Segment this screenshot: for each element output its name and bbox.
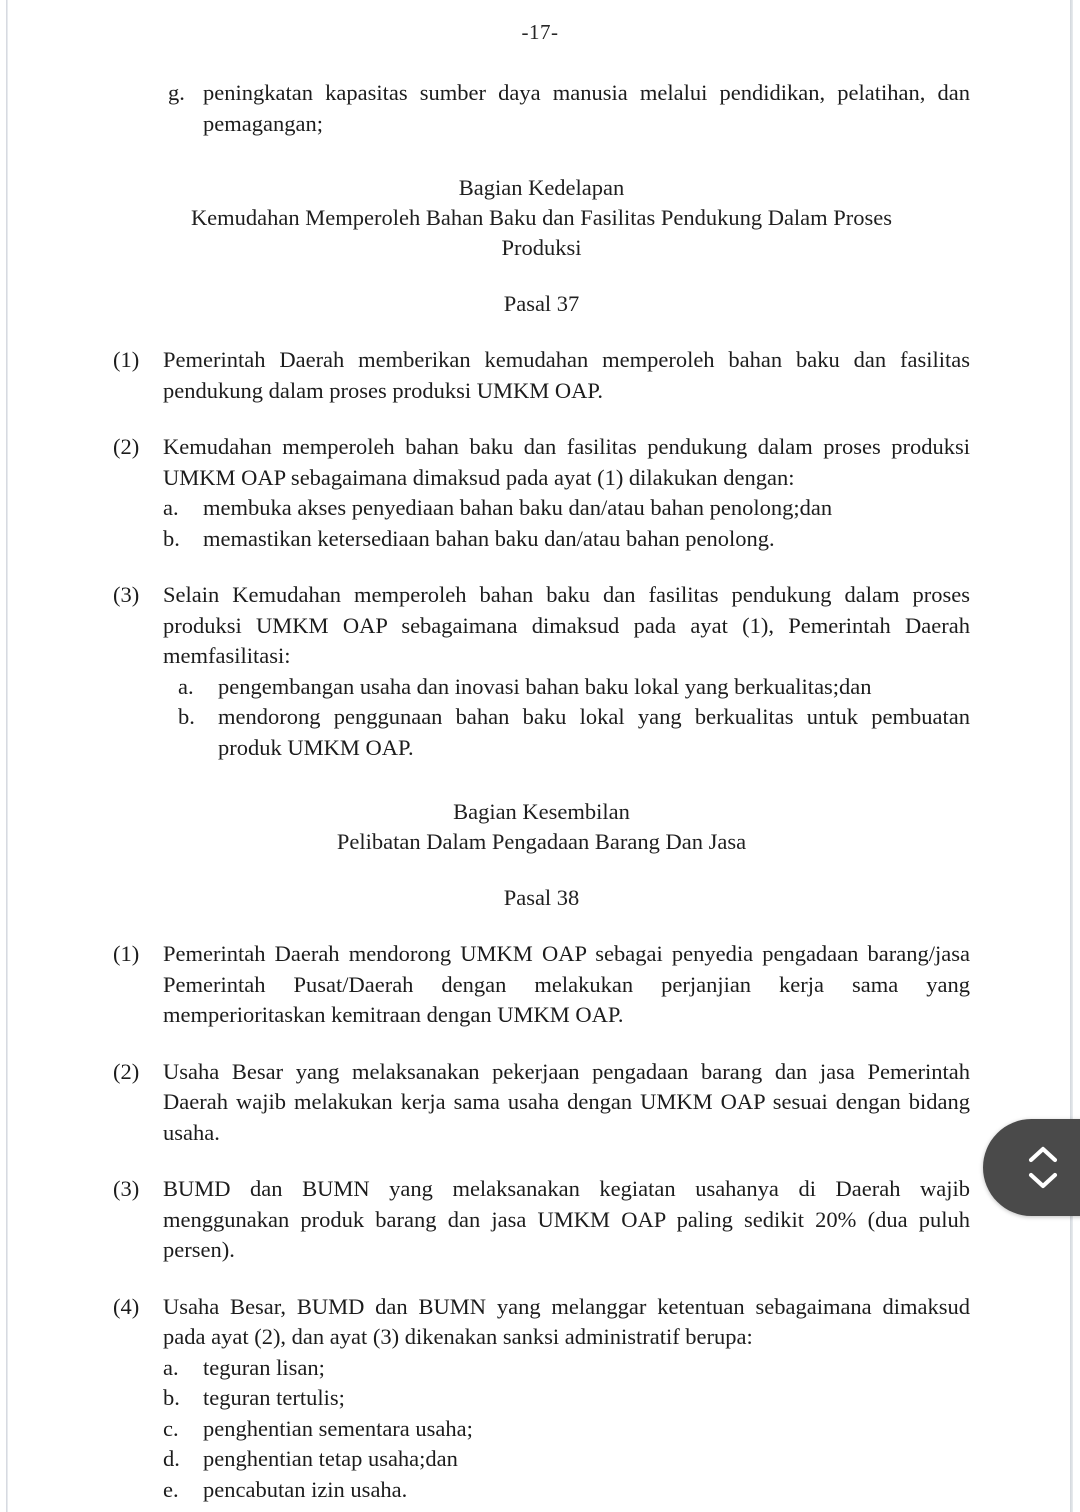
clause-body [163, 1057, 970, 1149]
clause-pasal38-3 [113, 1174, 970, 1266]
list-item-text: pengembangan usaha dan inovasi bahan baku lokal yang berkualitas;dan [218, 673, 872, 699]
clause-pasal37-1 [113, 345, 970, 406]
clause-text: Pemerintah Daerah memberikan kemudahan memperoleh bahan baku dan fasilitas pendukung dalam proses produksi UMKM OAP. [163, 347, 970, 403]
clause-marker: (3) [113, 1176, 140, 1201]
pasal-38-heading: Pasal 38 [503, 885, 580, 910]
clause-body [163, 432, 970, 554]
section-heading-bagian-kesembilan [113, 797, 970, 857]
clause-text: Kemudahan memperoleh bahan baku dan fasilitas pendukung dalam proses produksi UMKM OAP sebagaimana dimaksud pada ayat (1) dilakukan dengan: [163, 434, 970, 490]
list-item [178, 702, 970, 763]
clause-body [163, 580, 970, 763]
list-item-g-text: peningkatan kapasitas sumber daya manusia melalui pendidikan, pelatihan, dan pemagangan; [203, 80, 970, 136]
sub-list [178, 672, 970, 764]
list-item [163, 1383, 970, 1414]
clause-pasal38-4 [113, 1292, 970, 1506]
clause-body [163, 345, 970, 406]
clause-marker: (2) [113, 434, 140, 459]
clause-marker: (4) [113, 1293, 140, 1319]
list-item-g-marker: g. [168, 80, 185, 105]
list-item-text: teguran tertulis; [203, 1385, 345, 1410]
bagian-kesembilan-line-1: Bagian Kesembilan [453, 799, 630, 824]
bagian-kesembilan-line-2: Pelibatan Dalam Pengadaan Barang Dan Jasa [336, 829, 747, 854]
clause-marker: (3) [113, 582, 140, 607]
section-heading-bagian-kedelapan [113, 173, 970, 263]
clause-pasal38-1 [113, 939, 970, 1031]
list-item [163, 1414, 970, 1445]
clause-pasal38-2 [113, 1057, 970, 1149]
list-item-text: penghentian tetap usaha;dan [203, 1446, 458, 1471]
list-item-text: penghentian sementara usaha; [203, 1415, 473, 1441]
list-item [163, 1353, 970, 1384]
clause-marker: (1) [113, 941, 140, 966]
list-item-g [168, 78, 970, 139]
list-item [178, 672, 970, 703]
clause-text: Usaha Besar yang melaksanakan pekerjaan pengadaan barang dan jasa Pemerintah Daerah wajib melakukan kerja sama usaha dengan UMKM OAP sesuai dengan bidang usaha. [163, 1058, 970, 1145]
list-item-marker: e. [163, 1476, 179, 1502]
scroll-navigation-widget[interactable] [983, 1119, 1080, 1216]
pasal-37-heading: Pasal 37 [503, 291, 580, 316]
list-item-marker: c. [163, 1415, 179, 1441]
sub-list [163, 493, 970, 554]
list-item-text: memastikan ketersediaan bahan baku dan/atau bahan penolong. [203, 525, 775, 551]
list-item [163, 524, 970, 555]
clause-text: Selain Kemudahan memperoleh bahan baku dan fasilitas pendukung dalam proses produksi UMKM OAP sebagaimana dimaksud pada ayat (1), Pemerintah Daerah memfasilitasi: [163, 582, 970, 668]
list-item-marker: a. [163, 1354, 179, 1380]
clause-body [163, 1174, 970, 1266]
clause-pasal37-3 [113, 580, 970, 763]
clause-text: Pemerintah Daerah mendorong UMKM OAP sebagai penyedia pengadaan barang/jasa Pemerintah Pusat/Daerah dengan melakukan perjanjian kerja sama yang memperioritaskan kemitraan dengan UMKM OAP. [163, 941, 970, 1027]
bagian-kedelapan-line-3: Produksi [501, 235, 582, 260]
clause-body [163, 1292, 970, 1506]
list-item [163, 1475, 970, 1506]
chevron-up-icon[interactable] [1026, 1144, 1060, 1164]
list-item-text: pencabutan izin usaha. [203, 1476, 408, 1502]
clause-text: BUMD dan BUMN yang melaksanakan kegiatan usahanya di Daerah wajib menggunakan produk barang dan jasa UMKM OAP paling sedikit 20% (dua puluh persen). [163, 1176, 970, 1262]
list-item [163, 493, 970, 524]
sub-list [163, 1353, 970, 1506]
clause-body [163, 939, 970, 1031]
list-item [163, 1444, 970, 1475]
chevron-down-icon[interactable] [1026, 1171, 1060, 1191]
clause-marker: (2) [113, 1058, 140, 1084]
document-content [113, 78, 970, 1505]
list-item-marker: b. [163, 1385, 180, 1410]
list-item-text: membuka akses penyediaan bahan baku dan/atau bahan penolong;dan [203, 495, 833, 520]
bagian-kedelapan-line-2: Kemudahan Memperoleh Bahan Baku dan Fasilitas Pendukung Dalam Proses [190, 205, 893, 230]
list-item-marker: b. [163, 525, 180, 551]
list-item-marker: d. [163, 1446, 180, 1471]
list-item-marker: a. [178, 673, 194, 699]
bagian-kedelapan-line-1: Bagian Kedelapan [458, 175, 625, 200]
list-item-marker: a. [163, 495, 179, 520]
page-number: -17- [521, 20, 559, 44]
list-item-text: teguran lisan; [203, 1354, 325, 1380]
clause-marker: (1) [113, 347, 140, 372]
list-item-marker: b. [178, 704, 195, 729]
clause-pasal37-2 [113, 432, 970, 554]
list-item-text: mendorong penggunaan bahan baku lokal yang berkualitas untuk pembuatan produk UMKM OAP. [218, 704, 970, 760]
clause-text: Usaha Besar, BUMD dan BUMN yang melanggar ketentuan sebagaimana dimaksud pada ayat (2), dan ayat (3) dikenakan sanksi administratif berupa: [163, 1293, 970, 1349]
